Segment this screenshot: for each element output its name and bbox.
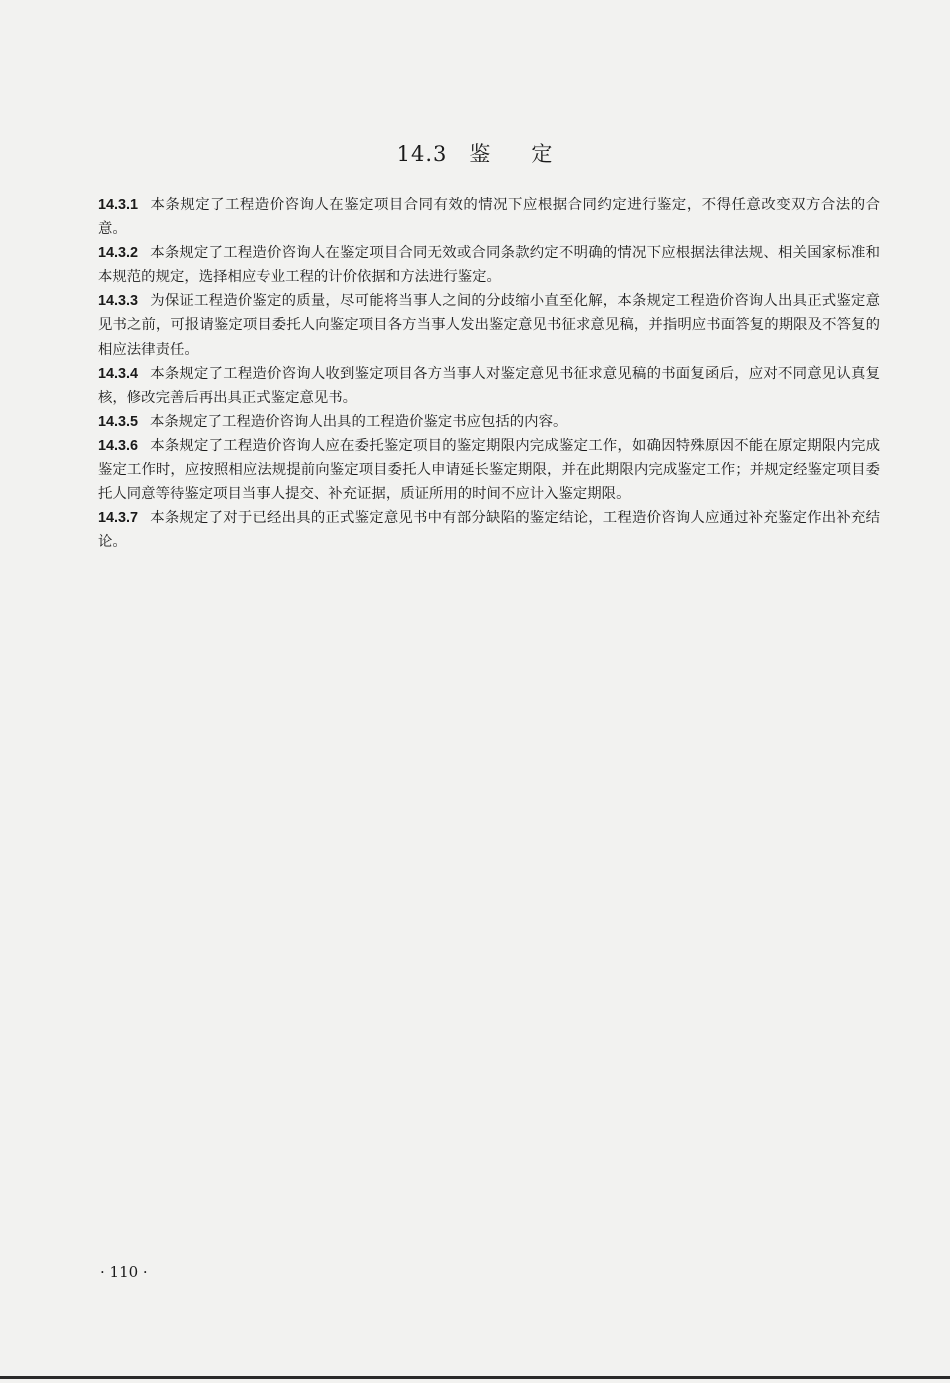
clause-14-3-3 bbox=[98, 289, 880, 361]
clause-text: 本条规定了工程造价咨询人在鉴定项目合同无效或合同条款约定不明确的情况下应根据法律法规、相关国家标准和本规范的规定，选择相应专业工程的计价依据和方法进行鉴定。 bbox=[98, 245, 880, 286]
clause-14-3-5 bbox=[98, 410, 880, 434]
clause-number: 14.3.1 bbox=[98, 197, 139, 213]
scan-edge-divider bbox=[0, 1376, 950, 1379]
clause-number: 14.3.3 bbox=[98, 293, 139, 310]
clause-number: 14.3.5 bbox=[98, 413, 139, 430]
clause-14-3-7 bbox=[98, 506, 880, 554]
clause-14-3-1 bbox=[98, 193, 880, 241]
clause-text: 本条规定了工程造价咨询人出具的工程造价鉴定书应包括的内容。 bbox=[150, 413, 568, 430]
clause-14-3-2 bbox=[98, 241, 880, 289]
clause-number: 14.3.7 bbox=[98, 510, 139, 527]
section-title-char-2: 定 bbox=[531, 142, 554, 166]
section-title bbox=[0, 138, 950, 168]
clause-14-3-6 bbox=[98, 434, 880, 506]
clause-text: 为保证工程造价鉴定的质量，尽可能将当事人之间的分歧缩小直至化解，本条规定工程造价咨询人出具正式鉴定意见书之前，可报请鉴定项目委托人向鉴定项目各方当事人发出鉴定意见书征求意见稿，并指明应书面答复的期限及不答复的相应法律责任。 bbox=[98, 293, 880, 358]
clause-14-3-4 bbox=[98, 362, 880, 410]
clause-number: 14.3.4 bbox=[98, 365, 139, 382]
section-number: 14.3 bbox=[396, 142, 448, 166]
section-title-char-1: 鉴 bbox=[469, 142, 492, 166]
clause-text: 本条规定了对于已经出具的正式鉴定意见书中有部分缺陷的鉴定结论，工程造价咨询人应通过补充鉴定作出补充结论。 bbox=[98, 510, 880, 551]
clause-text: 本条规定了工程造价咨询人收到鉴定项目各方当事人对鉴定意见书征求意见稿的书面复函后，应对不同意见认真复核，修改完善后再出具正式鉴定意见书。 bbox=[98, 365, 880, 406]
clause-text: 本条规定了工程造价咨询人应在委托鉴定项目的鉴定期限内完成鉴定工作，如确因特殊原因不能在原定期限内完成鉴定工作时，应按照相应法规提前向鉴定项目委托人申请延长鉴定期限，并在此期限内完成鉴定工作；并规定经鉴定项目委托人同意等待鉴定项目当事人提交、补充证据，质证所用的时间不应计入鉴定期限。 bbox=[98, 437, 880, 503]
clause-text: 本条规定了工程造价咨询人在鉴定项目合同有效的情况下应根据合同约定进行鉴定，不得任意改变双方合法的合意。 bbox=[98, 197, 880, 238]
clause-number: 14.3.6 bbox=[98, 437, 139, 454]
clause-number: 14.3.2 bbox=[98, 245, 139, 262]
clause-list bbox=[98, 193, 880, 554]
page-number: · 110 · bbox=[100, 1263, 148, 1281]
